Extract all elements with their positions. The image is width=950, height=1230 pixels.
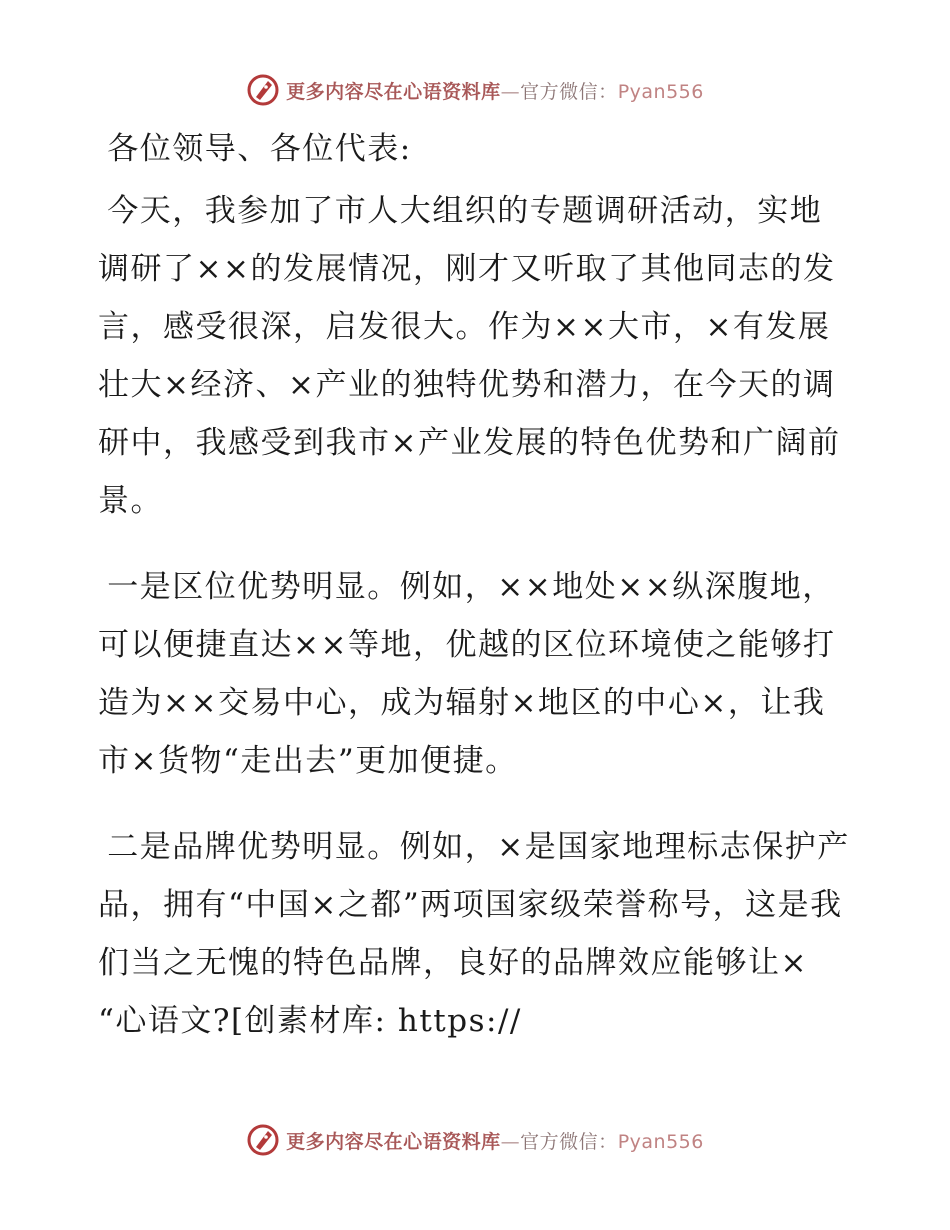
paragraph-1: 今天，我参加了市人大组织的专题调研活动，实地调研了××的发展情况，刚才又听取了其他同志的发言，感受很深，启发很大。作为××大市，×有发展壮大×经济、×产业的独特优势和潜力，在今天的调研中，我感受到我市×产业发展的特色优势和广阔前景。 [98, 193, 841, 519]
watermark-brand: 更多内容尽在心语资料库 [286, 80, 501, 103]
watermark-text [286, 77, 704, 104]
watermark-separator: — [500, 1130, 521, 1153]
paragraph-2: 一是区位优势明显。例如，××地处××纵深腹地，可以便捷直达××等地，优越的区位环境使之能够打造为××交易中心，成为辐射×地区的中心×，让我市×货物“走出去”更加便捷。 [98, 569, 836, 779]
watermark-text [286, 1127, 704, 1154]
watermark-wechat-id: Pyan556 [617, 80, 704, 103]
salutation: 各位领导、各位代表: [107, 131, 412, 167]
watermark-label: 官方微信： [520, 80, 618, 103]
paragraph-3: 二是品牌优势明显。例如，×是国家地理标志保护产品，拥有“中国×之都”两项国家级荣誉称号，这是我们当之无愧的特色品牌，良好的品牌效应能够让× “心语文?[创素材库: https:// [98, 829, 850, 1039]
pen-nib-logo-icon [246, 1123, 280, 1157]
footer-watermark [0, 1120, 950, 1160]
watermark-brand: 更多内容尽在心语资料库 [286, 1130, 501, 1153]
watermark-separator: — [500, 80, 521, 103]
watermark-wechat-id: Pyan556 [617, 1130, 704, 1153]
header-watermark [0, 70, 950, 110]
pen-nib-logo-icon [246, 73, 280, 107]
document-body [98, 120, 850, 1050]
watermark-label: 官方微信： [520, 1130, 618, 1153]
